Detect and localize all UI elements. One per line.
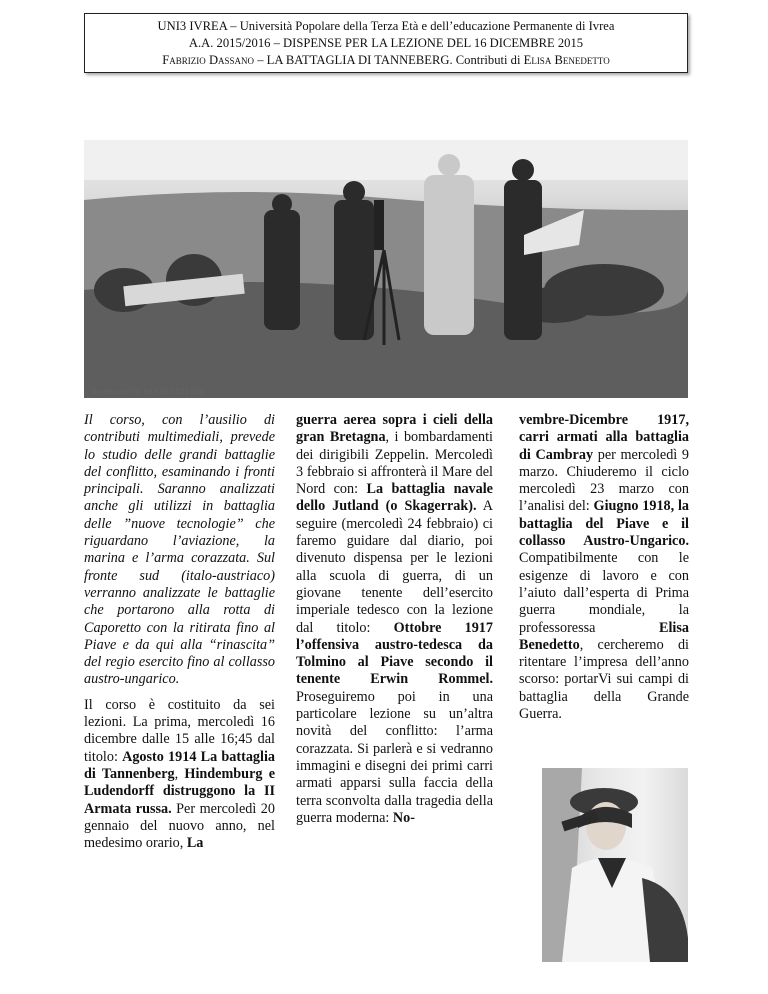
lesson-4-title: Ottobre 1917 l’offensiva austro-tedesca da Tolmino al Piave secondo il tenente Erwin Rommel. [296,619,493,688]
expert-name: Elisa Benedetto [519,619,689,653]
text-run: , i bombardamenti dei dirigibili Zeppelin. Mercoledì 3 febbraio si affronterà il Mare del Nord con: [296,429,494,498]
lesson-paragraph [84,697,275,853]
header-line-3 [85,52,687,69]
lesson-1-title: Agosto 1914 La battaglia di Tannenberg [84,748,275,782]
text-run: Proseguiremo poi in una particolare lezione su un’altra novità del conflitto: l’arma corazzata. Si parlerà e si vedranno immagini e disegni dei primi carri armati apparsi sulla faccia della terra sconvolta dalla tragedia della guerra moderna: [296,688,493,826]
header-title: LA BATTAGLIA DI TANNEBERG. Contributi di [266,53,524,67]
text-run: Compatibilmente con le esigenze di lavoro e con l’aiuto dall’esperta di Prima guerra mondiale, la professoressa [519,550,689,636]
battlefield-illustration [84,140,688,398]
lesson-2-title-start: La [186,835,204,852]
header-contributor: Elisa Benedetto [523,53,610,67]
photo-caption: Bundesarchiv, Bild 183-121-018 [92,388,205,396]
header-author: Fabrizio Dassano [162,53,255,67]
lesson-1-subtitle: Hindemburg e Ludendorff distruggono la II Armata russa. [84,765,276,817]
header-separator: – [254,53,267,67]
text-run: , cercheremo di ritentare l’impresa dell’anno scorso: portarVi sui campi di battaglia della Grande Guerra. [519,636,689,723]
lesson-5-title-start: No- [392,809,415,826]
lesson-6-title: Giugno 1918, la battaglia del Piave e il collasso Austro-Ungarico. [519,498,689,550]
document-header [84,13,688,73]
intro-paragraph: Il corso, con l’ausilio di contributi multimediali, prevede lo studio delle grandi battaglie del conflitto, esaminando i fronti principali. Saranno analizzati anche gli utilizzi in battaglia delle ”nuove tecnologie” che riguardano l’aviazione, la marina e l’arma corazzata. Sul fronte sud (italo-austriaco) verranno analizzate le battaglie che portarono alla rotta di Caporetto con la ritirata fino al Piave e da qui alla “rinascita” del regio esercito fino al collasso austro-ungarico. [84,412,275,688]
column-3 [519,412,689,731]
lesson-2-title: guerra aerea sopra i cieli della gran Bretagna [296,412,493,446]
battlefield-photo [84,140,688,398]
text-run: per mercoledì 9 marzo. Chiuderemo il ciclo mercoledì 23 marzo con l’analisi del: [519,446,689,515]
column-3-paragraph [519,412,689,723]
column-1 [84,412,275,860]
lesson-3-title: La battaglia navale dello Jutland (o Skagerrak). [296,481,493,515]
lesson-5-title: vembre-Dicembre 1917, carri armati alla battaglia di Cambray [519,412,689,463]
header-line-1: UNI3 IVREA – Università Popolare della Terza Età e dell’educazione Permanente di Ivrea [157,19,615,33]
column-2-paragraph [296,412,493,827]
column-2 [296,412,493,835]
text-run: A seguire (mercoledì 24 febbraio) ci faremo guidare dal diario, poi divenuto dispensa per le lezioni alla scuola di guerra, di un giovane tenente dell’esercito imperiale tedesco con la lezione dal titolo: [296,498,494,636]
text-run: Il corso è costituito da sei lezioni. La prima, mercoledì 16 dicembre dalle 15 alle 16;45 dal titolo: [84,696,275,765]
header-line-2: A.A. 2015/2016 – DISPENSE PER LA LEZIONE DEL 16 DICEMBRE 2015 [188,36,584,50]
text-run: Per mercoledì 20 gennaio del nuovo anno, nel medesimo orario, [84,800,275,852]
portrait-photo [542,768,688,962]
portrait-illustration [542,768,688,962]
text-run: , [174,765,185,782]
